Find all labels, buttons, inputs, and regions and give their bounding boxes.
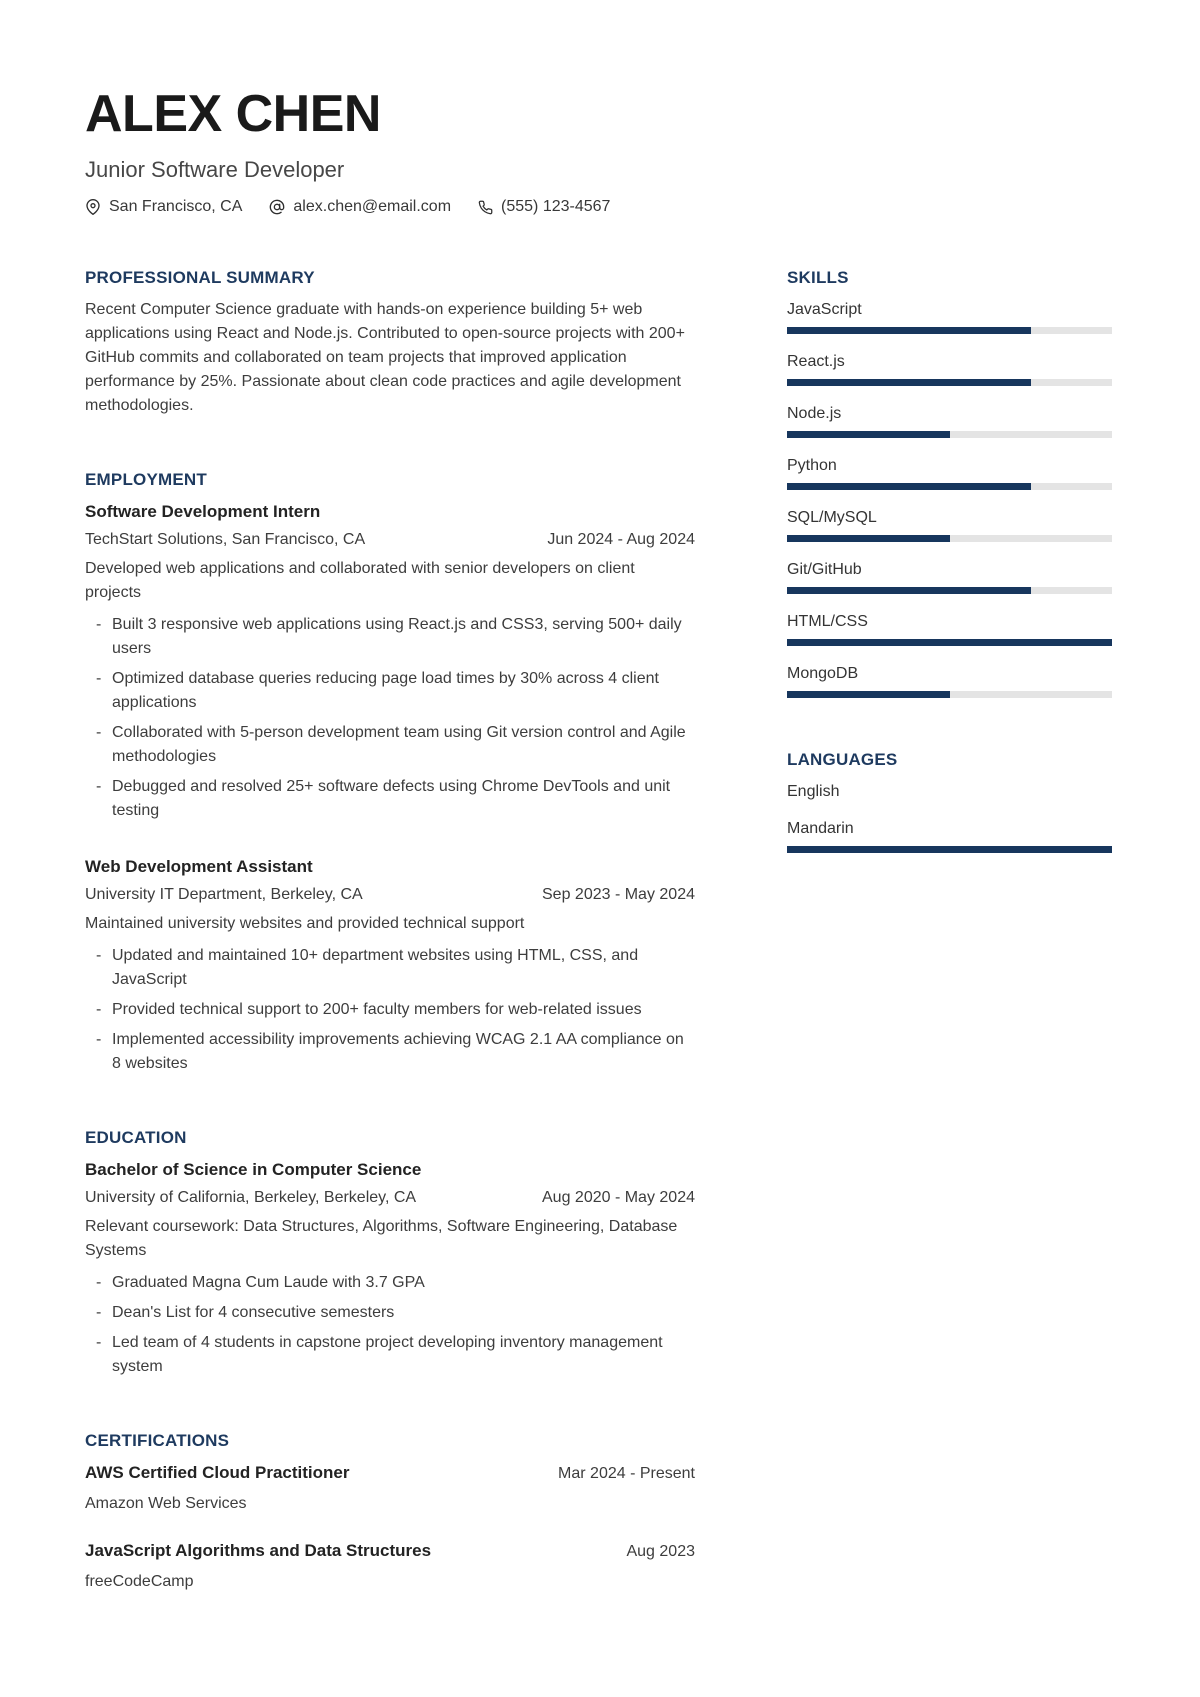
certification-issuer: freeCodeCamp <box>85 1573 194 1590</box>
skill-item <box>787 402 1112 438</box>
certification-entry <box>85 1461 695 1516</box>
contact-location-text: San Francisco, CA <box>109 198 243 215</box>
bullet-dash: - <box>96 1274 102 1291</box>
certification-dates: Aug 2023 <box>626 1543 695 1560</box>
skill-bar-track <box>787 587 1112 594</box>
skill-name: SQL/MySQL <box>787 509 877 526</box>
employment-heading: EMPLOYMENT <box>85 470 207 489</box>
bullet-item <box>85 613 695 661</box>
skill-name: Python <box>787 457 837 474</box>
summary-heading: PROFESSIONAL SUMMARY <box>85 268 315 287</box>
at-sign-icon <box>269 199 285 215</box>
contact-phone <box>478 198 610 216</box>
skill-bar-track <box>787 327 1112 334</box>
language-item <box>787 780 1112 804</box>
bullet-text: Provided technical support to 200+ faculty members for web-related issues <box>112 1001 642 1018</box>
bullet-item <box>85 1028 695 1076</box>
certification-dates: Mar 2024 - Present <box>558 1465 695 1482</box>
summary-text: Recent Computer Science graduate with hands-on experience building 5+ web applications using React and Node.js. Contributed to open-source projects with 200+ GitHub commits and collaborated on team projects that improved application performance by 25%. Passionate about clean code practices and agile development methodologies. <box>85 301 685 414</box>
job-entry <box>85 855 695 1076</box>
certification-entry <box>85 1539 695 1594</box>
contact-location <box>85 198 242 216</box>
bullet-dash: - <box>96 1304 102 1321</box>
bullet-item <box>85 1331 695 1379</box>
skill-bar-track <box>787 535 1112 542</box>
skill-item <box>787 506 1112 542</box>
job-title: Web Development Assistant <box>85 857 313 876</box>
skill-bar-fill <box>787 691 950 698</box>
language-name: Mandarin <box>787 820 854 837</box>
skill-bar-fill <box>787 639 1112 646</box>
bullet-dash: - <box>96 616 102 633</box>
job-bullets <box>85 944 695 1076</box>
certifications-heading: CERTIFICATIONS <box>85 1431 230 1450</box>
education-dates: Aug 2020 - May 2024 <box>542 1189 695 1206</box>
location-pin-icon <box>85 199 101 215</box>
bullet-item <box>85 1301 695 1325</box>
section-skills <box>787 266 1112 698</box>
contact-phone-text: (555) 123-4567 <box>501 198 611 215</box>
main-column <box>85 216 695 1617</box>
skill-item <box>787 350 1112 386</box>
certification-title: JavaScript Algorithms and Data Structures <box>85 1541 432 1560</box>
bullet-item <box>85 667 695 715</box>
skill-bar-track <box>787 431 1112 438</box>
skill-bar-fill <box>787 535 950 542</box>
bullet-dash: - <box>96 670 102 687</box>
section-languages <box>787 748 1112 853</box>
education-bullets <box>85 1271 695 1379</box>
bullet-dash: - <box>96 947 102 964</box>
skill-item <box>787 298 1112 334</box>
skill-name: React.js <box>787 353 845 370</box>
bullet-dash: - <box>96 1001 102 1018</box>
contact-email <box>269 198 451 216</box>
language-list <box>787 780 1112 853</box>
job-list <box>85 500 695 1076</box>
bullet-item <box>85 1271 695 1295</box>
person-name: ALEX CHEN <box>85 85 381 143</box>
skill-bar-fill <box>787 431 950 438</box>
bullet-text: Led team of 4 students in capstone project developing inventory management system <box>112 1334 663 1375</box>
bullet-item <box>85 944 695 992</box>
bullet-text: Built 3 responsive web applications using React.js and CSS3, serving 500+ daily users <box>112 616 682 657</box>
skill-item <box>787 558 1112 594</box>
job-bullets <box>85 613 695 823</box>
skill-item <box>787 610 1112 646</box>
bullet-item <box>85 721 695 769</box>
language-item <box>787 817 1112 853</box>
person-job-title: Junior Software Developer <box>85 157 345 182</box>
resume-header <box>85 85 1112 216</box>
degree-title: Bachelor of Science in Computer Science <box>85 1160 422 1179</box>
skill-bar-track <box>787 639 1112 646</box>
skill-name: Node.js <box>787 405 842 422</box>
skill-bar-track <box>787 379 1112 386</box>
bullet-dash: - <box>96 778 102 795</box>
certification-list <box>85 1461 695 1594</box>
skill-list <box>787 298 1112 698</box>
job-company: University IT Department, Berkeley, CA <box>85 886 363 903</box>
certification-title: AWS Certified Cloud Practitioner <box>85 1463 350 1482</box>
sidebar-column <box>787 216 1112 866</box>
languages-heading: LANGUAGES <box>787 750 898 769</box>
job-dates: Sep 2023 - May 2024 <box>542 886 695 903</box>
job-description: Developed web applications and collaborated with senior developers on client projects <box>85 560 635 601</box>
skill-item <box>787 662 1112 698</box>
job-company: TechStart Solutions, San Francisco, CA <box>85 531 366 548</box>
job-title: Software Development Intern <box>85 502 321 521</box>
language-bar-track <box>787 846 1112 853</box>
contact-email-text: alex.chen@email.com <box>293 198 452 215</box>
skill-bar-fill <box>787 483 1031 490</box>
education-description: Relevant coursework: Data Structures, Algorithms, Software Engineering, Database Systems <box>85 1218 678 1259</box>
contact-row <box>85 198 1112 216</box>
skills-heading: SKILLS <box>787 268 849 287</box>
certification-issuer: Amazon Web Services <box>85 1495 247 1512</box>
bullet-text: Dean's List for 4 consecutive semesters <box>112 1304 395 1321</box>
bullet-dash: - <box>96 1334 102 1351</box>
job-dates: Jun 2024 - Aug 2024 <box>547 531 695 548</box>
skill-name: HTML/CSS <box>787 613 868 630</box>
bullet-text: Updated and maintained 10+ department websites using HTML, CSS, and JavaScript <box>112 947 639 988</box>
bullet-item <box>85 998 695 1022</box>
section-employment <box>85 468 695 1076</box>
school-name: University of California, Berkeley, Berkeley, CA <box>85 1189 417 1206</box>
bullet-item <box>85 775 695 823</box>
bullet-dash: - <box>96 1031 102 1048</box>
skill-bar-track <box>787 691 1112 698</box>
education-entry <box>85 1158 695 1379</box>
bullet-text: Optimized database queries reducing page load times by 30% across 4 client applications <box>112 670 659 711</box>
section-professional-summary <box>85 266 695 418</box>
bullet-text: Debugged and resolved 25+ software defects using Chrome DevTools and unit testing <box>112 778 671 819</box>
skill-bar-fill <box>787 587 1031 594</box>
section-certifications <box>85 1429 695 1594</box>
skill-bar-fill <box>787 379 1031 386</box>
section-education <box>85 1126 695 1379</box>
phone-icon <box>478 200 493 215</box>
job-entry <box>85 500 695 823</box>
skill-bar-fill <box>787 327 1031 334</box>
language-bar-fill <box>787 846 1112 853</box>
bullet-text: Collaborated with 5-person development team using Git version control and Agile methodologies <box>112 724 686 765</box>
skill-name: MongoDB <box>787 665 859 682</box>
skill-bar-track <box>787 483 1112 490</box>
skill-item <box>787 454 1112 490</box>
bullet-text: Implemented accessibility improvements achieving WCAG 2.1 AA compliance on 8 websites <box>112 1031 684 1072</box>
skill-name: JavaScript <box>787 301 862 318</box>
job-description: Maintained university websites and provided technical support <box>85 915 525 932</box>
bullet-text: Graduated Magna Cum Laude with 3.7 GPA <box>112 1274 425 1291</box>
language-name: English <box>787 783 840 800</box>
bullet-dash: - <box>96 724 102 741</box>
education-heading: EDUCATION <box>85 1128 187 1147</box>
skill-name: Git/GitHub <box>787 561 862 578</box>
